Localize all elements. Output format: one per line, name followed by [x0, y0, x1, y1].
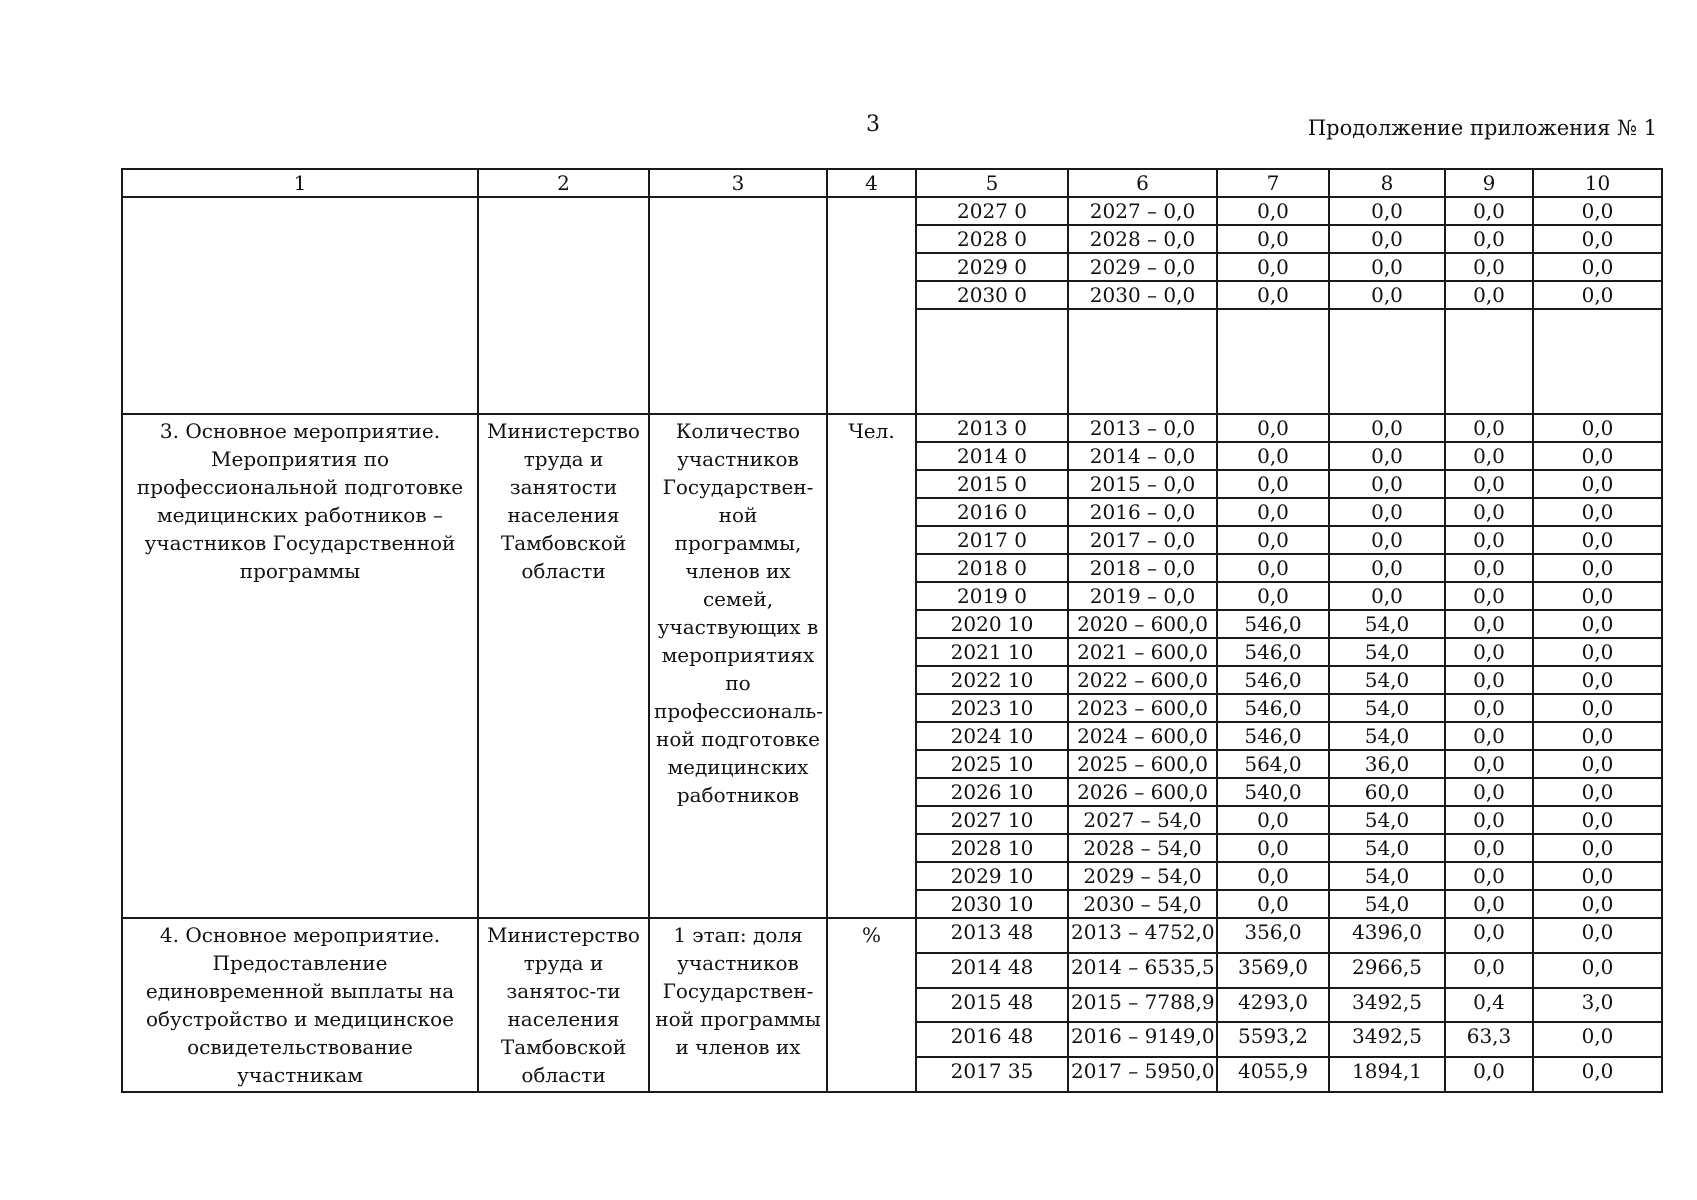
- value-cell: 2015 – 7788,9: [1068, 988, 1217, 1023]
- value-cell: 0,0: [1533, 953, 1662, 988]
- value-cell: 0,0: [1533, 778, 1662, 806]
- responsible-cell: Министерство труда и занятос-ти населения Тамбовской области: [478, 918, 649, 1092]
- value-cell: 4293,0: [1217, 988, 1329, 1023]
- value-cell: 54,0: [1329, 806, 1445, 834]
- value-cell: 2028 – 0,0: [1068, 225, 1217, 253]
- value-cell: 0,0: [1217, 890, 1329, 918]
- value-cell: 0,0: [1533, 610, 1662, 638]
- value-cell: 0,0: [1445, 554, 1533, 582]
- program-table: [121, 168, 1663, 1093]
- value-cell: 0,0: [1445, 806, 1533, 834]
- value-cell: 2013 0: [916, 414, 1068, 442]
- value-cell: 2024 – 600,0: [1068, 722, 1217, 750]
- empty-cell: [916, 309, 1068, 414]
- value-cell: 2018 – 0,0: [1068, 554, 1217, 582]
- value-cell: 546,0: [1217, 722, 1329, 750]
- value-cell: 0,0: [1217, 498, 1329, 526]
- value-cell: 2025 – 600,0: [1068, 750, 1217, 778]
- value-cell: 2028 0: [916, 225, 1068, 253]
- page-number: 3: [866, 112, 880, 137]
- value-cell: 0,0: [1217, 253, 1329, 281]
- value-cell: 2021 – 600,0: [1068, 638, 1217, 666]
- value-cell: 0,0: [1445, 253, 1533, 281]
- indicator-cell: Количество участников Государствен-ной программы, членов их семей, участвующих в мероприятиях по профессиональ-ной подготовке медицинских работников: [649, 414, 827, 918]
- value-cell: 0,0: [1445, 638, 1533, 666]
- value-cell: 0,0: [1533, 666, 1662, 694]
- unit-cell: [827, 197, 916, 414]
- value-cell: 2016 – 9149,0: [1068, 1022, 1217, 1057]
- responsible-cell: [478, 197, 649, 414]
- value-cell: 36,0: [1329, 750, 1445, 778]
- value-cell: 2016 – 0,0: [1068, 498, 1217, 526]
- value-cell: 0,0: [1329, 554, 1445, 582]
- value-cell: 2030 10: [916, 890, 1068, 918]
- value-cell: 0,0: [1329, 526, 1445, 554]
- value-cell: 0,0: [1445, 225, 1533, 253]
- value-cell: 0,0: [1445, 526, 1533, 554]
- value-cell: 0,0: [1329, 225, 1445, 253]
- table-row: [122, 197, 1662, 225]
- value-cell: 2015 – 0,0: [1068, 470, 1217, 498]
- value-cell: 0,0: [1533, 750, 1662, 778]
- value-cell: 0,0: [1217, 197, 1329, 225]
- value-cell: 0,0: [1329, 470, 1445, 498]
- value-cell: 2026 10: [916, 778, 1068, 806]
- value-cell: 0,0: [1217, 862, 1329, 890]
- value-cell: 3,0: [1533, 988, 1662, 1023]
- value-cell: 54,0: [1329, 862, 1445, 890]
- value-cell: 0,0: [1533, 281, 1662, 309]
- value-cell: 0,0: [1445, 610, 1533, 638]
- value-cell: 0,0: [1533, 918, 1662, 953]
- value-cell: 2022 10: [916, 666, 1068, 694]
- value-cell: 2013 48: [916, 918, 1068, 953]
- value-cell: 546,0: [1217, 694, 1329, 722]
- activity-cell: [122, 197, 478, 414]
- value-cell: 540,0: [1217, 778, 1329, 806]
- value-cell: 0,0: [1533, 470, 1662, 498]
- value-cell: 0,0: [1217, 526, 1329, 554]
- value-cell: 546,0: [1217, 610, 1329, 638]
- value-cell: 5593,2: [1217, 1022, 1329, 1057]
- value-cell: 0,0: [1217, 554, 1329, 582]
- value-cell: 3492,5: [1329, 1022, 1445, 1057]
- value-cell: 0,0: [1533, 225, 1662, 253]
- value-cell: 2019 0: [916, 582, 1068, 610]
- column-header: 10: [1533, 169, 1662, 197]
- value-cell: 0,0: [1445, 890, 1533, 918]
- column-number-row: [122, 169, 1662, 197]
- value-cell: 2027 10: [916, 806, 1068, 834]
- value-cell: 546,0: [1217, 638, 1329, 666]
- value-cell: 0,0: [1533, 197, 1662, 225]
- value-cell: 0,4: [1445, 988, 1533, 1023]
- unit-cell: %: [827, 918, 916, 1092]
- value-cell: 2017 0: [916, 526, 1068, 554]
- value-cell: 63,3: [1445, 1022, 1533, 1057]
- value-cell: 0,0: [1217, 281, 1329, 309]
- value-cell: 2030 – 54,0: [1068, 890, 1217, 918]
- value-cell: 0,0: [1445, 582, 1533, 610]
- value-cell: 54,0: [1329, 834, 1445, 862]
- value-cell: 54,0: [1329, 666, 1445, 694]
- value-cell: 2014 – 6535,5: [1068, 953, 1217, 988]
- value-cell: 0,0: [1445, 281, 1533, 309]
- column-header: 5: [916, 169, 1068, 197]
- value-cell: 0,0: [1533, 526, 1662, 554]
- value-cell: 2030 0: [916, 281, 1068, 309]
- value-cell: 3569,0: [1217, 953, 1329, 988]
- value-cell: 2028 – 54,0: [1068, 834, 1217, 862]
- indicator-cell: [649, 197, 827, 414]
- value-cell: 2014 48: [916, 953, 1068, 988]
- value-cell: 2013 – 0,0: [1068, 414, 1217, 442]
- value-cell: 0,0: [1217, 834, 1329, 862]
- value-cell: 54,0: [1329, 638, 1445, 666]
- value-cell: 2029 0: [916, 253, 1068, 281]
- column-header: 6: [1068, 169, 1217, 197]
- value-cell: 2021 10: [916, 638, 1068, 666]
- value-cell: 2025 10: [916, 750, 1068, 778]
- value-cell: 0,0: [1533, 554, 1662, 582]
- column-header: 9: [1445, 169, 1533, 197]
- value-cell: 0,0: [1445, 750, 1533, 778]
- continuation-label: Продолжение приложения № 1: [1307, 116, 1657, 140]
- value-cell: 2027 0: [916, 197, 1068, 225]
- value-cell: 0,0: [1533, 722, 1662, 750]
- value-cell: 2966,5: [1329, 953, 1445, 988]
- value-cell: 0,0: [1445, 834, 1533, 862]
- value-cell: 4055,9: [1217, 1057, 1329, 1092]
- value-cell: 0,0: [1217, 470, 1329, 498]
- value-cell: 2023 – 600,0: [1068, 694, 1217, 722]
- value-cell: 2016 0: [916, 498, 1068, 526]
- value-cell: 0,0: [1533, 498, 1662, 526]
- value-cell: 0,0: [1533, 890, 1662, 918]
- value-cell: 2023 10: [916, 694, 1068, 722]
- value-cell: 2017 35: [916, 1057, 1068, 1092]
- empty-cell: [1329, 309, 1445, 414]
- column-header: 1: [122, 169, 478, 197]
- value-cell: 0,0: [1329, 442, 1445, 470]
- empty-cell: [1533, 309, 1662, 414]
- empty-cell: [1068, 309, 1217, 414]
- empty-cell: [1217, 309, 1329, 414]
- value-cell: 0,0: [1329, 498, 1445, 526]
- column-header: 8: [1329, 169, 1445, 197]
- value-cell: 0,0: [1533, 582, 1662, 610]
- value-cell: 2015 0: [916, 470, 1068, 498]
- value-cell: 0,0: [1445, 722, 1533, 750]
- value-cell: 0,0: [1217, 442, 1329, 470]
- column-header: 3: [649, 169, 827, 197]
- value-cell: 0,0: [1217, 414, 1329, 442]
- value-cell: 0,0: [1217, 582, 1329, 610]
- value-cell: 54,0: [1329, 694, 1445, 722]
- value-cell: 0,0: [1445, 197, 1533, 225]
- value-cell: 2030 – 0,0: [1068, 281, 1217, 309]
- value-cell: 2022 – 600,0: [1068, 666, 1217, 694]
- value-cell: 2027 – 0,0: [1068, 197, 1217, 225]
- value-cell: 0,0: [1329, 197, 1445, 225]
- activity-cell: 3. Основное мероприятие. Мероприятия по профессиональной подготовке медицинских работников – участников Государственной программы: [122, 414, 478, 918]
- column-header: 4: [827, 169, 916, 197]
- value-cell: 0,0: [1445, 778, 1533, 806]
- value-cell: 0,0: [1533, 442, 1662, 470]
- column-header: 7: [1217, 169, 1329, 197]
- value-cell: 0,0: [1329, 582, 1445, 610]
- value-cell: 54,0: [1329, 890, 1445, 918]
- value-cell: 0,0: [1445, 918, 1533, 953]
- value-cell: 2014 0: [916, 442, 1068, 470]
- value-cell: 356,0: [1217, 918, 1329, 953]
- value-cell: 0,0: [1329, 253, 1445, 281]
- value-cell: 2016 48: [916, 1022, 1068, 1057]
- value-cell: 0,0: [1533, 638, 1662, 666]
- value-cell: 0,0: [1533, 1057, 1662, 1092]
- value-cell: 2020 10: [916, 610, 1068, 638]
- indicator-cell: 1 этап: доля участников Государствен-ной программы и членов их: [649, 918, 827, 1092]
- value-cell: 54,0: [1329, 722, 1445, 750]
- value-cell: 2017 – 0,0: [1068, 526, 1217, 554]
- value-cell: 0,0: [1533, 414, 1662, 442]
- value-cell: 54,0: [1329, 610, 1445, 638]
- responsible-cell: Министерство труда и занятости населения Тамбовской области: [478, 414, 649, 918]
- value-cell: 2017 – 5950,0: [1068, 1057, 1217, 1092]
- value-cell: 2026 – 600,0: [1068, 778, 1217, 806]
- value-cell: 2020 – 600,0: [1068, 610, 1217, 638]
- value-cell: 2015 48: [916, 988, 1068, 1023]
- value-cell: 2028 10: [916, 834, 1068, 862]
- value-cell: 2027 – 54,0: [1068, 806, 1217, 834]
- value-cell: 0,0: [1217, 225, 1329, 253]
- value-cell: 0,0: [1445, 414, 1533, 442]
- value-cell: 0,0: [1445, 1057, 1533, 1092]
- value-cell: 0,0: [1533, 862, 1662, 890]
- value-cell: 0,0: [1533, 834, 1662, 862]
- value-cell: 0,0: [1445, 953, 1533, 988]
- value-cell: 2029 – 0,0: [1068, 253, 1217, 281]
- value-cell: 0,0: [1533, 806, 1662, 834]
- value-cell: 2018 0: [916, 554, 1068, 582]
- activity-cell: 4. Основное мероприятие. Предоставление единовременной выплаты на обустройство и медицинское освидетельствование участникам: [122, 918, 478, 1092]
- value-cell: 0,0: [1445, 862, 1533, 890]
- empty-cell: [1445, 309, 1533, 414]
- value-cell: 0,0: [1217, 806, 1329, 834]
- value-cell: 0,0: [1445, 470, 1533, 498]
- value-cell: 3492,5: [1329, 988, 1445, 1023]
- value-cell: 0,0: [1445, 694, 1533, 722]
- value-cell: 60,0: [1329, 778, 1445, 806]
- value-cell: 2019 – 0,0: [1068, 582, 1217, 610]
- value-cell: 2029 10: [916, 862, 1068, 890]
- value-cell: 546,0: [1217, 666, 1329, 694]
- value-cell: 564,0: [1217, 750, 1329, 778]
- table-row: [122, 414, 1662, 442]
- value-cell: 0,0: [1445, 498, 1533, 526]
- unit-cell: Чел.: [827, 414, 916, 918]
- value-cell: 0,0: [1533, 253, 1662, 281]
- value-cell: 1894,1: [1329, 1057, 1445, 1092]
- value-cell: 0,0: [1533, 1022, 1662, 1057]
- value-cell: 0,0: [1329, 414, 1445, 442]
- column-header: 2: [478, 169, 649, 197]
- value-cell: 0,0: [1445, 442, 1533, 470]
- value-cell: 2024 10: [916, 722, 1068, 750]
- value-cell: 2029 – 54,0: [1068, 862, 1217, 890]
- value-cell: 0,0: [1445, 666, 1533, 694]
- value-cell: 2013 – 4752,0: [1068, 918, 1217, 953]
- value-cell: 0,0: [1329, 281, 1445, 309]
- table-row: [122, 918, 1662, 953]
- value-cell: 2014 – 0,0: [1068, 442, 1217, 470]
- value-cell: 0,0: [1533, 694, 1662, 722]
- value-cell: 4396,0: [1329, 918, 1445, 953]
